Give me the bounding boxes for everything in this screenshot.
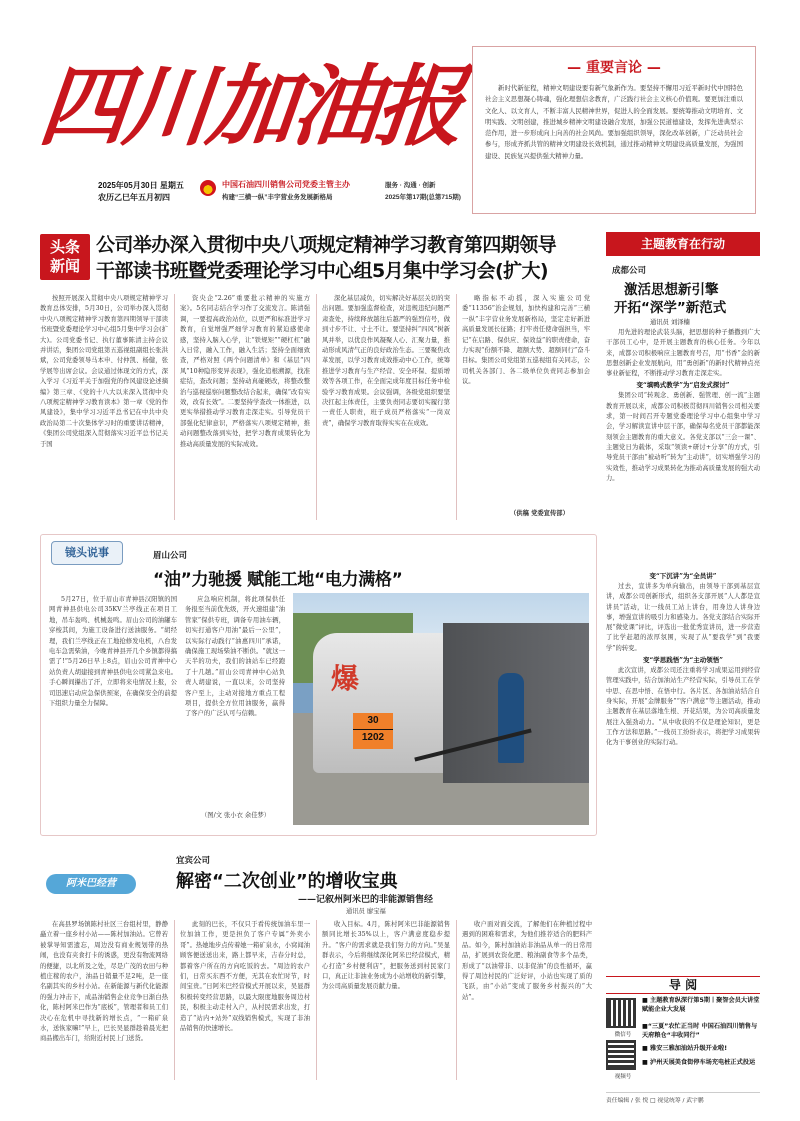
lead-col2-text: 资央企“2.26”重要批示精神的实施方案》。5名同志结合学习作了交流发言。陈清强调，一要提高政治站位，以更严和标准进学习教育，自觉增强严细学习教育的紧迫感使命感，坚持入脑入心学，让“铁规矩”“硬杠杠”融入日常，融入工作，融入生活；坚持全面细致查，严格对照《两个问题清单》和《基层“四风”10种隐形变异表现》，强化追根溯源，找准症结，查改问题；坚持动真碰硬改，将整改整治与巡视巡察问题整改结合起来，确保“改有实效，改有长效”。二要坚持学查改一体推进，以更实举措推动学习教育走深走实。引导党员干部强化纪律意识，严格落实八项规定精神，推动问题整改落到实处，把学习教育成果转化为推动高质量发展的实际成效。 [180,295,310,448]
masthead-logo: 四川加油报 [34,54,466,158]
tank-hazard-code: 30 [353,713,393,730]
headline-badge [40,234,90,280]
quote-box-title: — 重要言论 — [567,60,661,76]
guide-title: 导 阅 [606,976,760,994]
lead-column-2 [180,294,310,520]
story3-headline: 解密“二次创业”的增收宝典 [176,871,398,892]
right-column [606,222,760,567]
lead-column-1 [40,294,168,520]
story3-col4-text: 收户面对面交流，了解他们在种植过程中遇到的困难和需求，为他们推荐适合的肥料产品。如今，陈村加油站非油品从单一的日常用品，扩展到农资化肥、粮油副食等多个品类，形成了“以油带非、以非促油”的良性循环，赢得了周边村民的广泛好评，小站也实现了质的飞跃，由“小站”变成了服务乡村振兴的“大站”。 [462,921,592,1001]
right-para-1: 集团公司“转观念、勇创新、强管理、创一流”主题教育开展以来，成都公司积极贯彻四川销售公司相关要求，第一时间召开专题党委理论学习中心组集中学习会，学习解读宣讲中层干部，确保每名党员干部都能深刻领会主题教育的重大意义。各党支部以“三会一课”、主题党日为载体，采取“领读+研讨+分享”的方式，引导党员干部由“被动听”转为“主动讲”，切实增强学习的实效性，推动学习成果转化为推动高质量发展的强大动力。 [606,392,760,482]
guide-item-1[interactable]: ■ 主题教育纵深行第5期丨聚智会员大讲堂 赋能企业大发展 [642,997,760,1013]
lead-col3-text: 深化基层减负，切实解决好基层关切的突出问题。要加强监督检查，对违规违纪问题严肃查处，持续释放越往后越严的强烈信号，做到寸步不让、寸土不让。要坚持纠“四风”树新风并举，以优良作风凝聚人心、汇聚力量，推动形成风清气正的良好政治生态。三要聚焦改革发展，以学习教育成效推动中心工作，统筹推进学习教育与生产经营、安全环保、提质增效等各项工作，在全面完成年度目标任务中检验学习教育成果。会议强调，各级党组织要坚决扛起主体责任，主要负责同志要切实履行第一责任人职责，班子成员严格落实“一岗双责”，确保学习教育取得实实在在成效。 [322,295,450,427]
tank-un-number: 1202 [361,732,385,743]
story3-column-3 [322,920,450,1080]
story3-dept: 宜宾公司 [176,856,211,866]
lead-credit: （供稿 党委宣传部） [510,510,569,517]
editors-line: 责任编辑 / 张 悦 □ 视觉统筹 / 武宇鹏 [606,1092,760,1104]
important-quote-box [472,46,756,214]
story3-subtitle: ——记叙州阿米巴的非能源销售经 [298,895,434,905]
lead-col4-text: 略指标不动摇，深入实施公司党委“11356”治企规划，加快构建和完善“三横一纵”丰宇营业务发展新格局，坚定走好新进高质量发展长征路；打牢责任使命强担当，牢记“在启路、保供应、保效益”的职责使命，奋力实现“份额不降、超额大势、超额同行”奋斗目标。集团公司党组第五巡视组有关同志，公司机关各部门、各二级单位负责同志参加会议。 [462,295,590,386]
story2-dept: 眉山公司 [153,551,188,561]
petrochina-logo-icon [200,180,216,196]
story3-column-4 [462,920,592,1080]
right-column-lower [606,570,760,970]
masthead [34,40,466,210]
story3-col1-text: 在高县罗场镇陈村社区三台组村里，静静矗立着一座乡村小站——陈村加油站。它曾若被掌导知需遗忘，周边没有商业规划带的热闹，也没有夹食打卡的诱惑，更没有物流网络的便捷，以北所及之处，尽是广茂的农田与种植庄稼的农户，油品日销量不足2吨，是一座名副其实的乡村小站。在新能源与新代化能源的强力冲击下，成品油销售企业竞争日渐白热化，陈村阿米巴作为“底板”，管理者和员工们决心在危机中寻找新的增长点，“一箱矿泉水，送恢家嘛!”早上，巴长吴显群趁着晨光把商品搬出车门，给附近村民上门送货。 [40,921,168,1043]
guide-item-3[interactable]: ■ 雅安三雅加油站升级开业啦! [642,1045,728,1052]
masthead-date: 2025年05月30日 星期五 [98,181,184,190]
story3-column-2 [180,920,310,1080]
right-body [606,328,760,563]
story-yibin [40,840,595,1085]
masthead-org: 中国石油四川销售公司党委主管主办 [222,180,350,189]
right-para-3: 此次宣讲，成都公司还注重将学习成果运用到经营管理实践中，结合加油站生产经营实际，引导员工在学中思、在思中悟、在悟中行。各片区、各加油站结合自身实际，开展“金牌服务”“客户满意”等主题活动，推动主题教育在基层落地生根、开花结果，为公司高质量发展注入强劲动力。“从中收获的不仅是理论知识，更是工作方法和思路。”一线员工纷纷表示，将把学习成果转化为干事创业的实际行动。 [606,667,760,747]
story3-col3-text: 收入目标。4月，陈村阿米巴非能源销售额同比增长35%以上，客户满意度稳步提升。“客户的需求就是我们努力的方向。”吴显群表示，今后将继续深化阿米巴经营模式，精心打造“乡村便利店”，把服务送到村民家门口，真正让非油业务成为小站增收的新引擎，为公司高质量发展贡献力量。 [322,921,450,991]
guide-box [606,976,760,1086]
quote-box-text: 新时代新征程，精神文明建设要有新气象新作为。要坚持不懈用习近平新时代中国特色社会主义思想凝心铸魂，强化理想信念教育，广泛践行社会主义核心价值观。要更加注重以文化人、以文育人，不断丰富人民精神世界，促进人的全面发展。要统筹推动文明培育、文明实践、文明创建，推进城乡精神文明建设融合发展，加强公民道德建设，发挥先进典型示范作用，进一步形成向上向善的社会风尚。要加强组织领导，深化改革创新，广泛动员社会参与，形成齐抓共管的精神文明建设长效机制，通过推动精神文明建设高质量发展，为强国建设、民族复兴提供强大精神力量。 [485,84,743,160]
quote-box-title-text: 重要言论 [586,60,642,76]
story2-headline: “油”力驰援 赋能工地“电力满格” [153,570,403,590]
lead-col1-text: 按照开展深入贯彻中央八项规定精神学习教育总体安排，5月30日，公司举办深入贯彻中央八项规定精神学习教育第四期领导干部读书班暨党委理论学习中心组5月集中学习会(扩大)。公司党委书记、执行董事陈清主持会议并讲话，集团公司党组第五巡视组副组长张洪斌，公司党委领导马本申、付仲凯、杨健，张学展等出席会议。会议通过体现文的方式，深入学习《习近平关于加强党的作风建设论述摘编》第三章、《党的十八大以来深入贯彻中央八项规定精神学习教育读本》第一章《党的作风建设》，集中学习习近平总书记在中共中央政治局第二十次集体学习时的重要讲话精神，《集团公司党组深入贯彻落实习近平总书记关于国 [40,295,168,448]
right-subhead-2: 变“下沉讲”为“全员讲” [649,572,717,580]
badge-bottom-text: 新闻 [49,257,80,275]
lead-story [40,222,600,532]
qr-video-icon[interactable] [606,1040,636,1070]
lead-column-4 [462,294,590,500]
right-headline-2: 开拓“深学”新范式 [614,300,727,316]
right-headline-1: 激活思想新引擎 [624,282,719,298]
masthead-issue: 2025年第17期(总第715期) [385,194,461,201]
masthead-slogan: 构建“三横一纵”丰宇营业务发展新格局 [222,194,333,201]
masthead-lunar: 农历乙巳年五月初四 [98,193,170,202]
lead-headline-line2: 干部读书班暨党委理论学习中心组5月集中学习会(扩大) [96,260,548,282]
right-dept: 成都公司 [612,266,647,276]
guide-item-4[interactable]: ■ 泸州天展美食街停车场充电桩正式投运 [642,1059,756,1066]
story3-column-1 [40,920,168,1080]
right-subhead-1: 变“填鸭式教学”为“启发式探讨” [636,381,730,390]
right-intro: 用先进的理论武装头脑，把思想的种子播撒到广大干部员工心中，是开展主题教育的核心任务。今年以来，成都公司积极响应主题教育号召，用“书香”金的新思想创新企业发展航向，用“勇创新”的新时代精神点亮事业新征程，不断推动学习教育走深走实。 [606,329,760,378]
lead-column-3 [322,294,450,520]
story3-label: 阿米巴经营 [46,874,136,894]
badge-top-text: 头条 [49,238,80,256]
story2-column-2 [185,595,285,801]
worker-figure [498,673,524,763]
story2-photo [293,593,589,825]
story2-col2-text: 应急响应机制，将此项保供任务报至当前优先级，开火速组建“油管家”保供专班，调备专用油车辆，切实打通客户用油“最后一公里”，以实际行动践行“油惠四川”承诺，确保施工现场柴油不断供。“就这一天半的功夫，我们的油站车已经跑了十几趟。”眉山公司青神中心站负责人胡建说，一直以来，公司坚持客户至上，主动对接地方重点工程项目，提供全方位用油服务，赢得了客户的广泛认可与信赖。 [185,596,285,718]
right-author: 通讯员 刘泽楠 [650,319,690,326]
lead-headline-line1: 公司举办深入贯彻中央八项规定精神学习教育第四期领导 [96,234,557,256]
tank-warning-text: 爆 [331,662,360,695]
qr-wechat-label: 微信号 [614,1032,632,1038]
story3-col2-text: 此刻的巴长，不仅只于看传统加油车里一位加油工作，更是担负了客户专属“外卖小哥”。热她地步点传着她一箱矿泉水，小窝闻油顾客便送送出来，路上都早来，吉春分时总，都着客户所在的方向吃饭的去。“周边的农户们，日常买东西不方便，无其在农忙时节，时间宝贵。”日阿米巴经营模式开展以来，吴显群积极转变经营思路，以最大限度地服务周边村民，积极主动走村入户，从村民需求出发，打造了“站内+站外”双线销售模式，实现了非油品销售的快速增长。 [180,921,310,1033]
story-meishan [40,534,597,836]
right-para-2: 过去，宣讲多为单向输出，由领导干部到基层宣讲，成都公司创新形式，组织各支部开展“人人都是宣讲员”活动，让一线员工站上讲台，用身边人讲身边事，增强宣讲的吸引力和感染力。各党支部结合实际开展“微党课”评比，评选出一批优秀宣讲员，进一步营造了比学赶超的浓厚氛围，实现了从“要我学”到“我要学”的转变。 [606,583,760,652]
guide-item-2[interactable]: ■“三夏”农忙正当时 中国石油四川销售与天府粮仓“丰收同行” [642,1023,758,1039]
story2-col1-text: 5月27日，位于眉山市青神县汉阳镇的国网青神县供电公司35KV兰亭线正在项目工地，吊车轰鸣、机械轰鸣。眉山公司的油罐车穿梭其间，为施工设备进行送油服务。“胡经理，我们兰亭线正在工地抢修发电机，八台发电车急需柴油，今晚青神县开几个乡镇都得搞需了!”5月26日早上8点，眉山公司青神中心站负责人胡建接到青神县供电公司紧急来电。手心瞬间攥出了汗，立即将来电情况上报，公司迅速启动应急保供预案，在确保安全的前提下组织力量全力保障。 [49,596,177,708]
story2-column-1 [49,595,177,827]
story3-author: 通讯员 廖宝福 [346,908,386,915]
theme-banner: 主题教育在行动 [606,232,760,256]
qr-wechat-icon[interactable] [606,998,636,1028]
right-subhead-3: 变“学思践悟”为“主动领悟” [643,656,723,665]
masthead-service: 服务 · 沟通 · 创新 [385,182,436,189]
story2-label: 镜头说事 [51,541,123,565]
qr-video-label: 视频号 [614,1074,632,1080]
story2-caption: （图/文 张小衣 余佳梦） [201,812,271,819]
